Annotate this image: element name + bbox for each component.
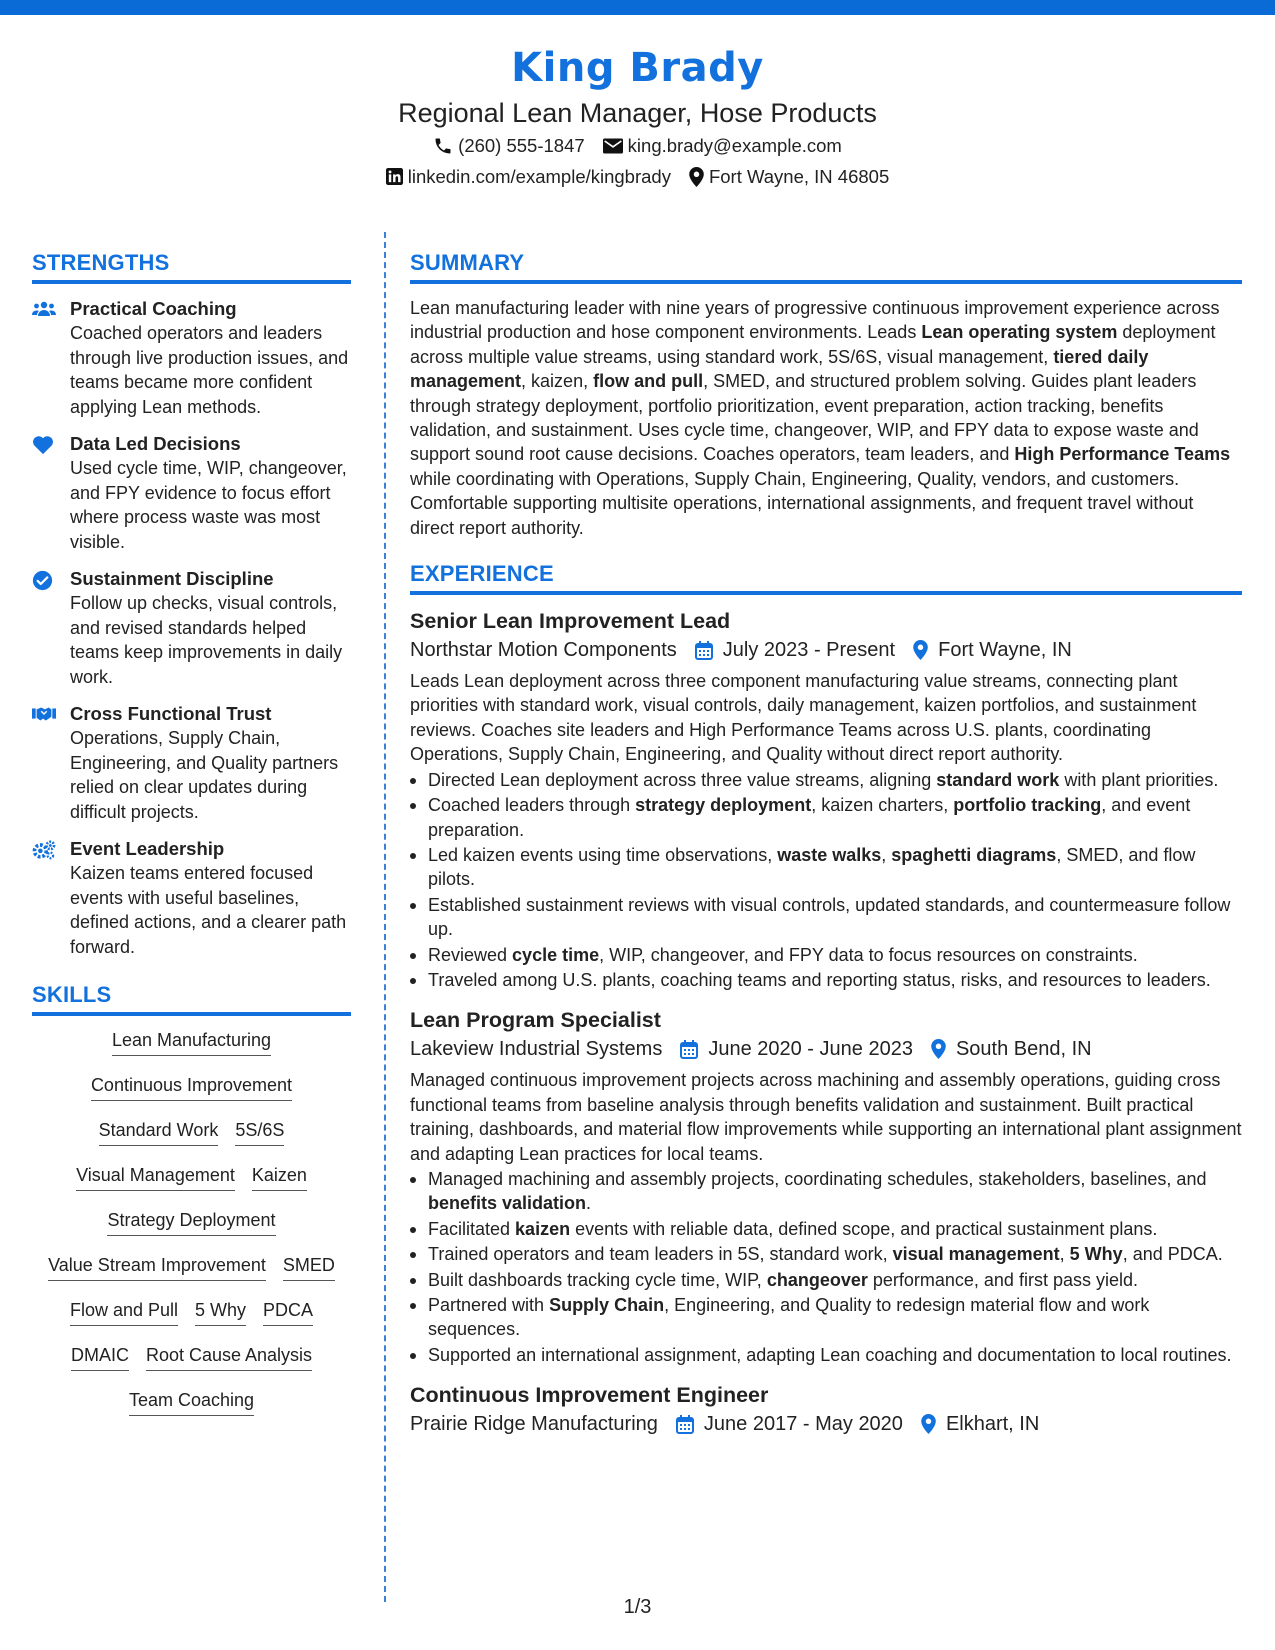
skills-heading: SKILLS bbox=[32, 981, 351, 1016]
users-icon bbox=[32, 296, 70, 419]
bullet-item: Partnered with Supply Chain, Engineering, and Quality to redesign material flow and work sequences. bbox=[410, 1293, 1242, 1342]
job-meta bbox=[410, 1409, 1242, 1439]
strength-desc: Kaizen teams entered focused events with useful baselines, defined actions, and a clearer path forward. bbox=[70, 863, 347, 957]
handshake-icon bbox=[32, 701, 70, 824]
linkedin-item bbox=[386, 161, 671, 192]
map-pin-icon bbox=[931, 1039, 946, 1059]
skill-row bbox=[32, 1298, 351, 1343]
job-location: Elkhart, IN bbox=[945, 1413, 1040, 1436]
job-entry bbox=[410, 607, 1242, 992]
experience-heading: EXPERIENCE bbox=[410, 560, 1242, 595]
strength-title: Event Leadership bbox=[70, 838, 225, 859]
skill-tag: Value Stream Improvement bbox=[48, 1253, 266, 1281]
bullet-item: Coached leaders through strategy deployment, kaizen charters, portfolio tracking, and event preparation. bbox=[410, 793, 1242, 842]
column-divider bbox=[384, 232, 386, 1602]
bullet-item: Managed machining and assembly projects, coordinating schedules, stakeholders, baselines, and benefits validation. bbox=[410, 1167, 1242, 1216]
skill-tag: SMED bbox=[283, 1253, 335, 1281]
calendar-icon bbox=[695, 641, 713, 660]
job-location: South Bend, IN bbox=[955, 1038, 1092, 1061]
bullet-item: Facilitated kaizen events with reliable data, defined scope, and practical sustainment plans. bbox=[410, 1217, 1242, 1241]
job-location: Fort Wayne, IN bbox=[938, 639, 1072, 662]
skill-row bbox=[32, 1118, 351, 1163]
job-meta bbox=[410, 1034, 1242, 1064]
page-number: 1/3 bbox=[623, 1596, 652, 1618]
phone-icon bbox=[433, 136, 453, 156]
skill-tag: Flow and Pull bbox=[70, 1298, 178, 1326]
strength-desc: Follow up checks, visual controls, and revised standards helped teams keep improvements in daily work. bbox=[70, 593, 343, 687]
linkedin-text[interactable]: linkedin.com/example/kingbrady bbox=[407, 166, 671, 187]
strength-title: Sustainment Discipline bbox=[70, 568, 274, 589]
job-bullets bbox=[410, 1167, 1242, 1367]
bullet-item: Established sustainment reviews with visual controls, updated standards, and countermeasure follow up. bbox=[410, 893, 1242, 942]
skill-tag: Visual Management bbox=[76, 1163, 235, 1191]
bullet-item: Built dashboards tracking cycle time, WIP, changeover performance, and first pass yield. bbox=[410, 1268, 1242, 1292]
phone-text[interactable]: (260) 555-1847 bbox=[458, 135, 585, 156]
skill-tag: Team Coaching bbox=[129, 1388, 254, 1416]
email-item bbox=[603, 130, 842, 161]
skill-tag: DMAIC bbox=[71, 1343, 129, 1371]
email-text[interactable]: king.brady@example.com bbox=[627, 135, 842, 156]
strength-item bbox=[32, 836, 351, 959]
map-pin-icon bbox=[921, 1414, 936, 1434]
envelope-icon bbox=[603, 138, 623, 154]
skill-row bbox=[32, 1388, 351, 1433]
skill-tag: Root Cause Analysis bbox=[146, 1343, 312, 1371]
skill-row bbox=[32, 1163, 351, 1208]
skill-tag: Kaizen bbox=[252, 1163, 307, 1191]
company-name: Northstar Motion Components bbox=[410, 639, 677, 662]
company-name: Prairie Ridge Manufacturing bbox=[410, 1413, 658, 1436]
contact-row-2 bbox=[0, 161, 1275, 192]
skill-tag: PDCA bbox=[263, 1298, 313, 1326]
calendar-icon bbox=[676, 1415, 694, 1434]
strength-desc: Used cycle time, WIP, changeover, and FPY evidence to focus effort where process waste was most visible. bbox=[70, 458, 347, 552]
summary-text: Lean manufacturing leader with nine years of progressive continuous improvement experience across industrial production and hose component environments. Leads Lean operating system deployment across multiple value streams, using standard work, 5S/6S, visual management, tiered daily management, kaizen, flow and pull, SMED, and structured problem solving. Guides plant leaders through strategy deployment, portfolio prioritization, event preparation, action tracking, benefits validation, and sustainment. Uses cycle time, changeover, WIP, and FPY data to expose waste and support sound root cause decisions. Coaches operators, team leaders, and High Performance Teams while coordinating with Operations, Supply Chain, Engineering, Quality, vendors, and customers. Comfortable supporting multisite operations, international assignments, and frequent travel without direct report authority. bbox=[410, 298, 1231, 538]
job-title: Lean Program Specialist bbox=[410, 1008, 661, 1033]
skill-row bbox=[32, 1343, 351, 1388]
job-dates: June 2017 - May 2020 bbox=[703, 1413, 903, 1436]
company-name: Lakeview Industrial Systems bbox=[410, 1038, 663, 1061]
job-description: Managed continuous improvement projects across machining and assembly operations, guiding cross functional teams from baseline analysis through benefits validation and sustainment. Built practical training, dashboards, and material flow improvements while supporting an international plant assignment and adapting Lean practices for local teams. bbox=[410, 1070, 1242, 1164]
skill-tag: 5 Why bbox=[195, 1298, 246, 1326]
left-column bbox=[32, 249, 351, 1433]
strength-desc: Operations, Supply Chain, Engineering, and Quality partners relied on clear updates during difficult projects. bbox=[70, 728, 339, 822]
job-title: Senior Lean Improvement Lead bbox=[410, 609, 731, 634]
skill-tag: Continuous Improvement bbox=[91, 1073, 292, 1101]
candidate-name: King Brady bbox=[511, 45, 764, 91]
job-description: Leads Lean deployment across three component manufacturing value streams, connecting plant priorities with standard work, visual controls, daily management, kaizen portfolios, and sustainment reviews. Coaches site leaders and High Performance Teams across U.S. plants, coordinating Operations, Supply Chain, Engineering, and Quality without direct report authority. bbox=[410, 671, 1197, 765]
strength-item bbox=[32, 701, 351, 824]
job-dates: July 2023 - Present bbox=[722, 639, 896, 662]
location-text: Fort Wayne, IN 46805 bbox=[708, 166, 890, 187]
job-dates: June 2020 - June 2023 bbox=[708, 1038, 913, 1061]
location-item bbox=[689, 161, 889, 192]
job-meta bbox=[410, 635, 1242, 665]
job-title: Continuous Improvement Engineer bbox=[410, 1383, 769, 1408]
bullet-item: Supported an international assignment, adapting Lean coaching and documentation to local routines. bbox=[410, 1343, 1242, 1367]
top-accent-bar bbox=[0, 0, 1275, 15]
bullet-item: Traveled among U.S. plants, coaching teams and reporting status, risks, and resources to leaders. bbox=[410, 968, 1242, 992]
check-circle-icon bbox=[32, 566, 70, 689]
strengths-heading: STRENGTHS bbox=[32, 249, 351, 284]
skill-row bbox=[32, 1208, 351, 1253]
calendar-icon bbox=[680, 1040, 698, 1059]
strength-title: Practical Coaching bbox=[70, 298, 237, 319]
strength-desc: Coached operators and leaders through live production issues, and teams became more confident applying Lean methods. bbox=[70, 323, 349, 417]
candidate-title: Regional Lean Manager, Hose Products bbox=[398, 98, 877, 128]
map-pin-icon bbox=[689, 167, 704, 187]
strength-title: Data Led Decisions bbox=[70, 433, 241, 454]
skill-tag: Lean Manufacturing bbox=[112, 1028, 271, 1056]
strength-item bbox=[32, 431, 351, 554]
job-bullets bbox=[410, 768, 1242, 993]
resume-header bbox=[0, 42, 1275, 192]
strength-item bbox=[32, 296, 351, 419]
phone-item bbox=[433, 130, 585, 161]
skill-row bbox=[32, 1073, 351, 1118]
map-pin-icon bbox=[913, 640, 928, 660]
skill-row bbox=[32, 1028, 351, 1073]
gears-icon bbox=[32, 836, 70, 959]
job-entry bbox=[410, 1006, 1242, 1367]
summary-heading: SUMMARY bbox=[410, 249, 1242, 284]
skill-tag: 5S/6S bbox=[235, 1118, 284, 1146]
skill-tag: Strategy Deployment bbox=[107, 1208, 275, 1236]
contact-row-1 bbox=[0, 130, 1275, 161]
skill-tag: Standard Work bbox=[99, 1118, 219, 1146]
right-column bbox=[410, 249, 1242, 1453]
bullet-item: Reviewed cycle time, WIP, changeover, and FPY data to focus resources on constraints. bbox=[410, 943, 1242, 967]
heart-icon bbox=[32, 431, 70, 554]
skill-row bbox=[32, 1253, 351, 1298]
bullet-item: Led kaizen events using time observations, waste walks, spaghetti diagrams, SMED, and flow pilots. bbox=[410, 843, 1242, 892]
skills-section bbox=[32, 981, 351, 1433]
strength-item bbox=[32, 566, 351, 689]
bullet-item: Trained operators and team leaders in 5S, standard work, visual management, 5 Why, and PDCA. bbox=[410, 1242, 1242, 1266]
bullet-item: Directed Lean deployment across three value streams, aligning standard work with plant priorities. bbox=[410, 768, 1242, 792]
linkedin-icon bbox=[386, 168, 403, 185]
strength-title: Cross Functional Trust bbox=[70, 703, 272, 724]
job-entry bbox=[410, 1381, 1242, 1439]
